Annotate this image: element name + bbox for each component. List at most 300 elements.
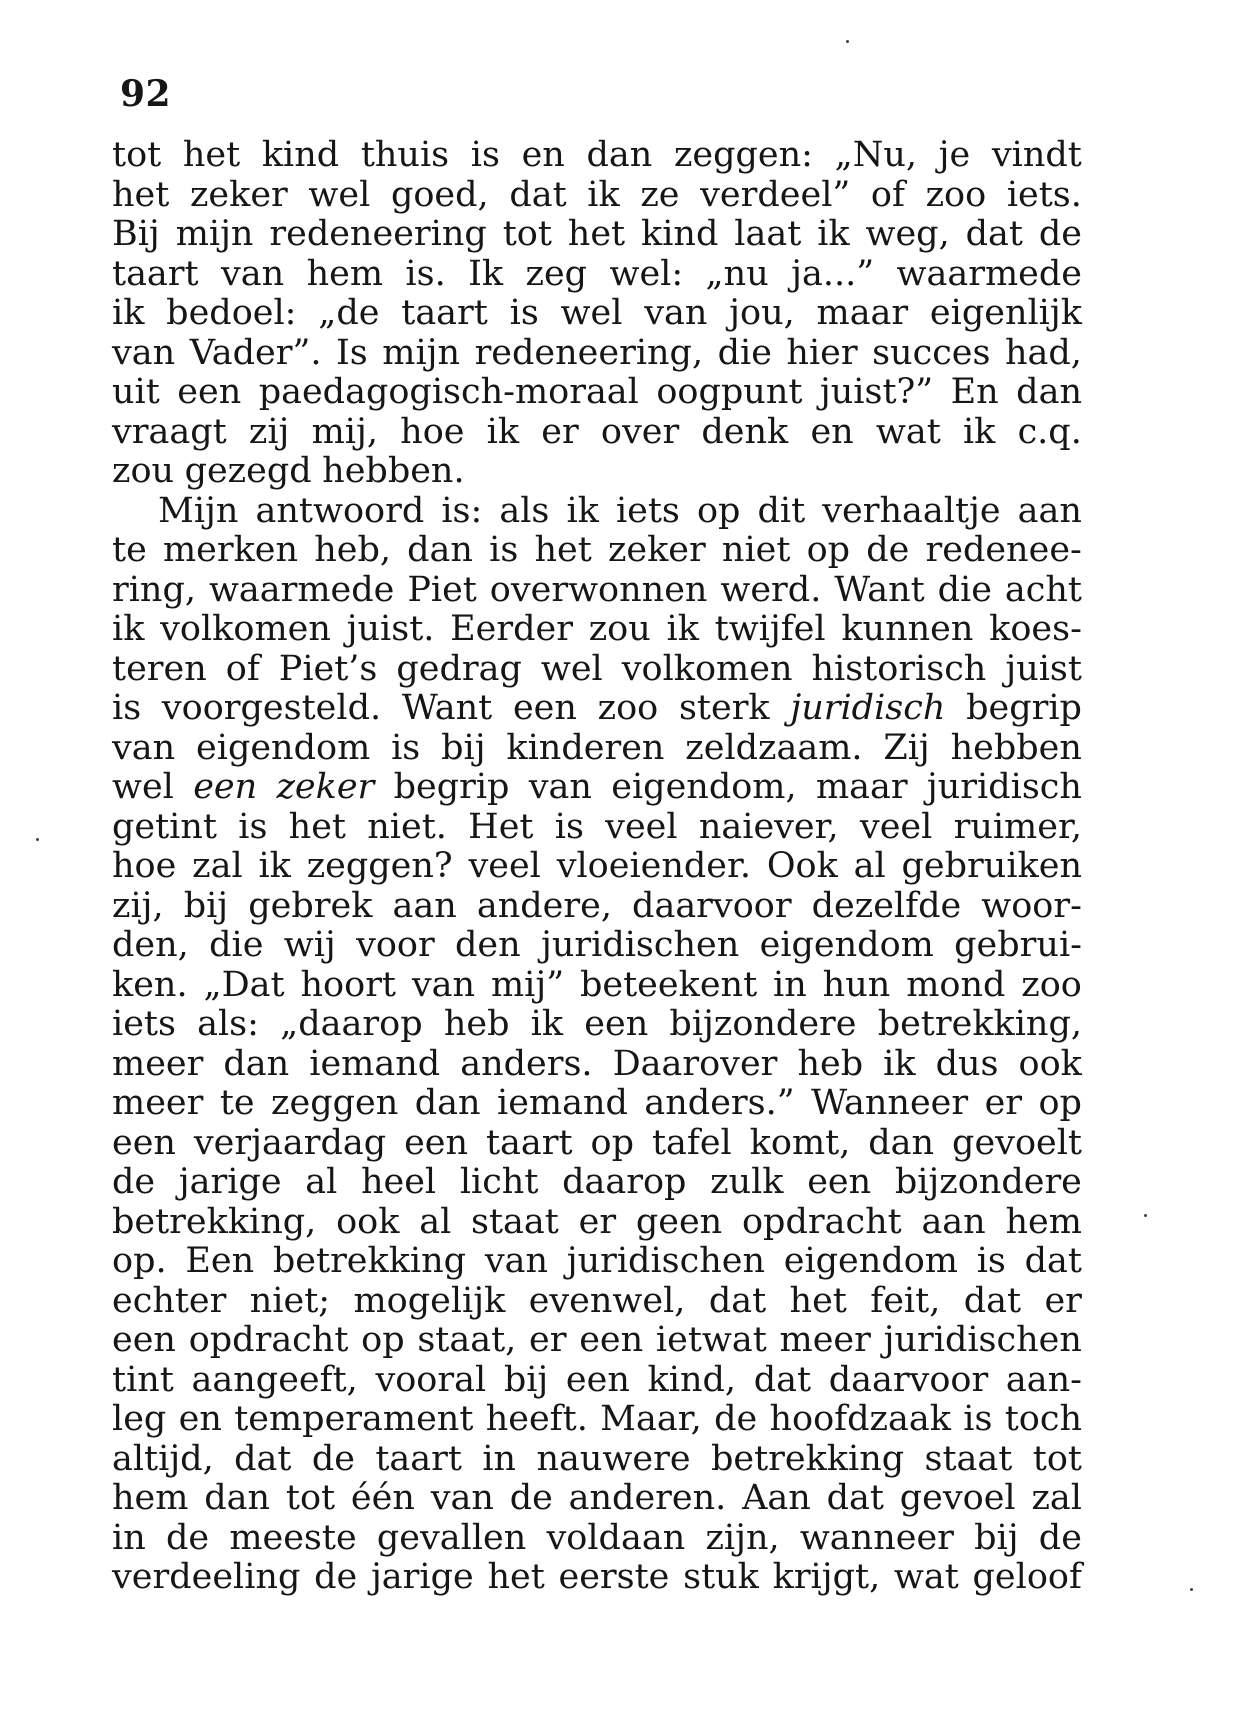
word: de — [165, 1517, 210, 1558]
word: dat — [1024, 1241, 1082, 1281]
word: wel: — [609, 253, 684, 294]
text-line — [112, 1479, 1082, 1519]
word: de — [1038, 1517, 1082, 1558]
word: dat — [708, 1280, 767, 1321]
word: wij — [283, 925, 336, 965]
word: Een — [185, 1241, 255, 1281]
word: volkomen — [621, 648, 793, 689]
word: niet; — [249, 1280, 331, 1321]
word: daarvoor — [828, 1359, 989, 1400]
text-line — [112, 1124, 1082, 1164]
word: Vader”. — [189, 332, 322, 373]
text-line — [112, 1282, 1082, 1322]
text-line — [112, 1242, 1082, 1282]
word: uit — [112, 372, 160, 412]
text-line — [112, 571, 1082, 611]
word: ring, — [112, 569, 196, 610]
word: taart — [485, 1122, 573, 1163]
word: gevoel — [899, 1478, 1016, 1518]
text-line — [112, 1163, 1082, 1203]
word: Daarover — [612, 1043, 778, 1084]
word: geen — [635, 1201, 723, 1242]
word: ken. — [112, 964, 188, 1005]
text-line — [112, 215, 1082, 255]
word: veel — [605, 806, 678, 847]
word: jou, — [729, 293, 795, 333]
word: in — [482, 1438, 517, 1479]
word: teren — [112, 648, 207, 689]
word: en — [521, 135, 565, 175]
word: hun — [822, 964, 891, 1005]
word: begrip — [966, 688, 1082, 728]
word: hoofdzaak — [769, 1399, 951, 1439]
word: aan — [392, 885, 457, 926]
word: werd. — [720, 569, 822, 610]
word: dit — [757, 490, 806, 531]
word: zeggen — [271, 1083, 399, 1123]
word: gedrag — [396, 648, 522, 689]
word: kunnen — [841, 609, 974, 649]
word: een — [404, 1122, 469, 1163]
word: te — [112, 530, 147, 570]
word: het — [182, 135, 241, 175]
word: wat — [875, 411, 941, 452]
word: bij — [974, 1517, 1019, 1558]
word: en — [178, 1399, 222, 1439]
word: ik — [817, 214, 850, 254]
text-line — [112, 1519, 1082, 1559]
word: ze — [640, 174, 680, 215]
word: hem — [306, 253, 384, 294]
word: anderen. — [568, 1478, 727, 1518]
word: temperament — [234, 1399, 474, 1439]
word: vindt — [991, 135, 1082, 175]
word: het — [487, 1557, 545, 1597]
word: wel — [540, 648, 603, 689]
word: Ik — [468, 253, 504, 294]
word: hebben — [950, 727, 1082, 768]
word: andere, — [476, 885, 612, 926]
word: vloeiender. — [556, 846, 752, 886]
word: op. — [112, 1241, 167, 1281]
word: had, — [1004, 332, 1082, 373]
word: Piet’s — [278, 648, 378, 689]
word: zeg — [525, 253, 588, 294]
word: „de — [318, 293, 380, 333]
word: ietwat — [655, 1320, 767, 1360]
word: gebrek — [248, 885, 373, 926]
word: op — [590, 1122, 634, 1163]
word: verdeel” — [700, 174, 851, 215]
word: gezegd — [184, 451, 312, 491]
word: eigendom — [196, 727, 371, 768]
word: van — [484, 1241, 548, 1281]
word: de — [1038, 214, 1082, 254]
word: op — [806, 530, 851, 570]
word: daarop — [562, 1162, 687, 1202]
word: ik — [112, 609, 145, 649]
text-line — [112, 808, 1082, 848]
word: tot — [112, 135, 162, 175]
word: meer — [112, 1083, 204, 1123]
word: en — [810, 411, 854, 452]
word: Maar, — [600, 1399, 702, 1439]
text-line — [112, 413, 1082, 453]
word: een — [112, 1122, 176, 1163]
word: redeneering, — [474, 332, 704, 373]
word: er — [541, 411, 579, 452]
word: merken — [162, 530, 299, 570]
scan-speck — [846, 40, 849, 43]
page-number: 92 — [120, 73, 172, 115]
word: ook — [1018, 1043, 1082, 1084]
text-line — [112, 176, 1082, 216]
word: meer — [779, 1320, 871, 1360]
word: geloof — [972, 1557, 1082, 1597]
text-line — [112, 255, 1082, 295]
text-line — [112, 1203, 1082, 1243]
word: van — [430, 1478, 494, 1518]
word: komt, — [749, 1122, 851, 1163]
word: aangeeft, — [191, 1359, 358, 1400]
word: of — [225, 648, 260, 689]
word: staat, — [417, 1320, 517, 1360]
word: aan- — [1005, 1359, 1082, 1400]
text-line — [112, 1440, 1082, 1480]
word: een — [193, 767, 258, 807]
word: acht — [1004, 569, 1082, 610]
word: bijzondere — [894, 1162, 1082, 1202]
word: paedagogisch-moraal — [258, 372, 639, 412]
word: ja...” — [791, 253, 875, 294]
word: het — [534, 530, 592, 570]
word: wat — [893, 1557, 959, 1597]
word: veel — [468, 846, 541, 886]
word: mogelijk — [353, 1280, 506, 1321]
word: zoo — [597, 688, 659, 728]
text-line — [112, 768, 1082, 808]
word: de — [112, 1162, 156, 1202]
word: begrip — [393, 767, 510, 807]
word: dat — [963, 1280, 1022, 1321]
word: toch — [1004, 1399, 1082, 1439]
word: overwonnen — [489, 569, 708, 610]
word: zal — [1031, 1478, 1082, 1518]
word: jarige — [178, 1162, 282, 1202]
word: is — [976, 1241, 1006, 1281]
word: is — [112, 688, 142, 728]
word: verhaaltje — [822, 490, 1001, 531]
word: te — [219, 1083, 255, 1123]
word: stuk — [683, 1557, 759, 1597]
word: „Nu, — [834, 135, 918, 175]
word: zal — [192, 846, 243, 886]
text-line — [112, 1361, 1082, 1401]
word: iets — [112, 1004, 176, 1044]
word: kind, — [647, 1359, 737, 1400]
word: mij, — [311, 411, 378, 452]
word: in — [112, 1517, 146, 1558]
word: op — [1038, 1083, 1082, 1123]
word: zulk — [710, 1162, 784, 1202]
word: niet — [721, 530, 791, 570]
word: juridischen — [566, 1241, 766, 1281]
word: bedoel: — [166, 293, 297, 333]
word: naiever, — [698, 806, 839, 847]
text-line — [112, 729, 1082, 769]
word: kinderen — [506, 727, 665, 768]
word: koes- — [989, 609, 1082, 649]
word: zou — [112, 451, 175, 491]
text-line — [112, 1005, 1082, 1045]
word: zoo — [1021, 964, 1082, 1005]
word: heb — [443, 1004, 510, 1044]
word: de — [714, 1399, 758, 1439]
word: heeft. — [485, 1399, 588, 1439]
word: meer — [112, 1043, 204, 1084]
word: die — [937, 569, 992, 610]
word: beteekent — [580, 964, 758, 1005]
word: tafel — [651, 1122, 732, 1163]
word: jarige — [370, 1557, 474, 1597]
word: kind — [261, 135, 340, 175]
word: tot — [1032, 1438, 1082, 1479]
word: van — [112, 332, 176, 373]
text-line — [112, 689, 1082, 729]
word: juridisch — [926, 767, 1082, 807]
word: de — [311, 1438, 355, 1479]
scan-speck — [36, 838, 39, 841]
word: zeldzaam. — [685, 727, 863, 768]
word: zeggen: — [673, 135, 813, 175]
word: ruimer, — [953, 806, 1082, 847]
word: is. — [405, 253, 446, 294]
text-line — [112, 1558, 1082, 1598]
word: bij — [503, 1359, 549, 1400]
word: heb, — [314, 530, 391, 570]
word: mond — [906, 964, 1006, 1005]
word: daarvoor — [632, 885, 792, 926]
word: of — [870, 174, 905, 215]
word: een — [512, 688, 577, 728]
text-line — [112, 966, 1082, 1006]
word: dus — [935, 1043, 999, 1084]
word: een — [584, 1004, 649, 1044]
word: hoe — [400, 411, 465, 452]
word: veel — [859, 806, 933, 847]
word: iemand — [309, 1043, 441, 1084]
word: is — [554, 806, 584, 847]
word: zou — [588, 609, 651, 649]
word: eigendom, — [611, 767, 797, 807]
word: oogpunt — [656, 372, 803, 412]
word: al — [853, 846, 886, 886]
word: vooral — [375, 1359, 487, 1400]
word: volkomen — [160, 609, 331, 649]
word: is: — [441, 490, 483, 531]
word: gevallen — [376, 1517, 527, 1558]
word: echter — [112, 1280, 227, 1321]
word: antwoord — [255, 490, 425, 531]
word: er — [984, 1083, 1023, 1123]
word: Zij — [883, 727, 930, 768]
word: weg, — [865, 214, 950, 254]
word: ik — [566, 490, 599, 531]
word: is — [963, 1399, 993, 1439]
word: die — [209, 925, 264, 965]
word: hier — [786, 332, 858, 373]
text-line — [112, 452, 1082, 492]
word: altijd, — [112, 1438, 214, 1479]
word: voldaan — [546, 1517, 686, 1558]
word: redenee- — [925, 530, 1082, 570]
word: is — [238, 806, 268, 847]
word: van — [112, 727, 176, 768]
word: ik — [530, 1004, 564, 1044]
word: „Dat — [203, 964, 285, 1005]
word: een — [565, 1359, 630, 1400]
word: tint — [112, 1359, 174, 1400]
text-line — [112, 492, 1082, 532]
word: gevoelt — [952, 1122, 1082, 1163]
word: het — [288, 806, 346, 847]
text-line — [112, 610, 1082, 650]
word: taart — [401, 293, 488, 333]
word: tot — [285, 1478, 336, 1518]
word: licht — [459, 1162, 539, 1202]
word: over — [600, 411, 680, 452]
word: „nu — [705, 253, 769, 294]
word: taart — [112, 253, 199, 294]
word: een — [579, 1320, 644, 1360]
word: twijfel — [714, 609, 826, 649]
word: zeker — [276, 767, 375, 807]
word: wel — [112, 767, 174, 807]
word: ik — [587, 174, 620, 215]
word: niet. — [367, 806, 447, 847]
word: er — [529, 1320, 567, 1360]
word: anders.” — [644, 1083, 795, 1123]
word: ik — [258, 846, 291, 886]
word: verjaardag — [193, 1122, 387, 1163]
word: het — [789, 1280, 847, 1321]
word: ik — [883, 1043, 916, 1084]
word: hem — [1005, 1201, 1082, 1242]
word: zij, — [112, 885, 164, 926]
word: juridisch — [790, 688, 946, 728]
word: waarmede — [896, 253, 1082, 294]
text-line — [112, 1400, 1082, 1440]
word: dan — [1016, 372, 1082, 412]
word: mijn — [175, 214, 254, 254]
word: de — [866, 530, 910, 570]
word: iemand — [497, 1083, 628, 1123]
word: wel — [308, 174, 371, 215]
word: als: — [197, 1004, 259, 1044]
word: redeneering — [269, 214, 487, 254]
word: maar — [816, 293, 909, 333]
word: een — [177, 372, 242, 412]
word: voorgesteld. — [161, 688, 382, 728]
word: voor — [356, 925, 435, 965]
word: vraagt — [112, 411, 227, 452]
word: evenwel, — [528, 1280, 686, 1321]
word: historisch — [811, 648, 987, 689]
word: Piet — [407, 569, 477, 610]
word: opdracht — [741, 1201, 902, 1242]
word: Want — [834, 569, 925, 610]
word: Bij — [112, 214, 160, 254]
word: ook — [336, 1201, 400, 1242]
body-text — [112, 136, 1082, 1598]
word: sterk — [678, 688, 770, 728]
word: zij — [248, 411, 290, 452]
word: al — [419, 1201, 452, 1242]
word: goed, — [390, 174, 489, 215]
word: Aan — [742, 1478, 811, 1518]
word: mij” — [490, 964, 565, 1005]
word: ik — [486, 411, 520, 452]
word: anders. — [460, 1043, 593, 1084]
text-line — [112, 887, 1082, 927]
word: heel — [360, 1162, 437, 1202]
word: taart — [375, 1438, 462, 1479]
word: gebruiken — [901, 846, 1082, 886]
word: eerste — [558, 1557, 670, 1597]
word: de — [509, 1478, 553, 1518]
word: er — [578, 1201, 617, 1242]
word: die — [717, 332, 772, 373]
word: op — [696, 490, 741, 531]
word: Mijn — [158, 490, 239, 531]
word: gebrui- — [954, 925, 1082, 965]
word: op — [361, 1320, 405, 1360]
word: juist. — [346, 609, 435, 649]
word: van — [644, 293, 708, 333]
word: is — [470, 135, 500, 175]
word: dan — [223, 1043, 290, 1084]
word: betrekking, — [112, 1201, 317, 1242]
word: dan — [868, 1122, 935, 1163]
word: iets. — [1006, 174, 1082, 215]
text-line — [112, 926, 1082, 966]
text-line — [112, 136, 1082, 176]
word: heb — [797, 1043, 864, 1084]
text-line — [112, 1045, 1082, 1085]
word: van — [411, 964, 476, 1005]
word: ik — [962, 411, 996, 452]
word: de — [314, 1557, 358, 1597]
word: tot — [502, 214, 552, 254]
word: ik — [666, 609, 699, 649]
word: van — [528, 767, 592, 807]
word: in — [773, 964, 807, 1005]
word: aan — [921, 1201, 986, 1242]
word: dat — [826, 1478, 884, 1518]
word: wanneer — [799, 1517, 954, 1558]
word: bijzondere — [669, 1004, 857, 1044]
word: betrekking — [710, 1438, 905, 1479]
word: eigenlijk — [929, 293, 1082, 333]
word: betrekking, — [877, 1004, 1082, 1044]
word: Want — [401, 688, 493, 728]
scan-speck — [1190, 1588, 1193, 1591]
word: een — [112, 1320, 176, 1360]
word: hebben. — [322, 451, 465, 491]
word: een — [807, 1162, 872, 1202]
word: getint — [112, 806, 217, 847]
word: zijn, — [705, 1517, 780, 1558]
